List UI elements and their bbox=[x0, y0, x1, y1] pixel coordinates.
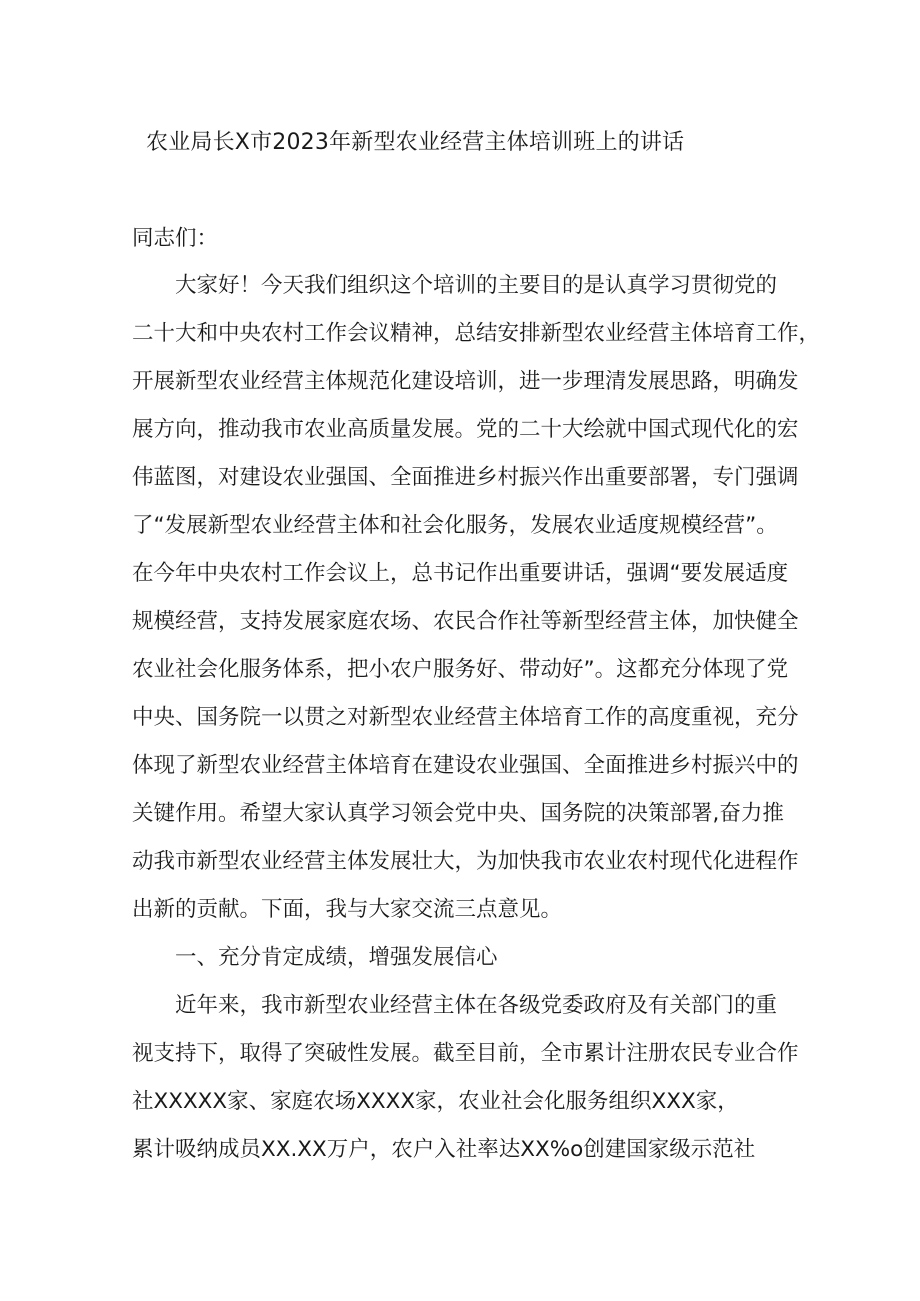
text-line: 中央、国务院一以贯之对新型农业经营主体培育工作的高度重视，充分 bbox=[132, 705, 799, 730]
text-line: 了“发展新型农业经营主体和社会化服务，发展农业适度规模经营”。 bbox=[132, 513, 778, 538]
body-text bbox=[132, 262, 821, 1174]
text-line: 累计吸纳成员XX.XX万户，农户入社率达XX%o创建国家级示范社 bbox=[132, 1137, 756, 1162]
text-line: 近年来，我市新型农业经营主体在各级党委政府及有关部门的重 bbox=[132, 993, 778, 1018]
document-title: 农业局长X市2023年新型农业经营主体培训班上的讲话 bbox=[146, 130, 685, 155]
text-line: 规模经营，支持发展家庭农场、农民合作社等新型经营主体，加快健全 bbox=[132, 609, 799, 634]
section-heading: 一、充分肯定成绩，增强发展信心 bbox=[132, 945, 498, 970]
text-line: 大家好！今天我们组织这个培训的主要目的是认真学习贯彻党的 bbox=[132, 273, 778, 298]
text-line: 在今年中央农村工作会议上，总书记作出重要讲话，强调“要发展适度 bbox=[132, 561, 789, 586]
text-line: 农业社会化服务体系，把小农户服务好、带动好”。这都充分体现了党 bbox=[132, 657, 789, 682]
text-line: 伟蓝图，对建设农业强国、全面推进乡村振兴作出重要部署，专门强调 bbox=[132, 465, 799, 490]
text-line: 开展新型农业经营主体规范化建设培训，进一步理清发展思路，明确发 bbox=[132, 369, 799, 394]
text-line: 动我市新型农业经营主体发展壮大，为加快我市农业农村现代化进程作 bbox=[132, 849, 799, 874]
text-line: 关键作用。希望大家认真学习领会党中央、国务院的决策部署,奋力推 bbox=[132, 801, 784, 826]
text-line: 体现了新型农业经营主体培育在建设农业强国、全面推进乡村振兴中的 bbox=[132, 753, 799, 778]
text-line: 出新的贡献。下面，我与大家交流三点意见。 bbox=[132, 897, 563, 922]
text-line: 社XXXXX家、家庭农场XXXX家，农业社会化服务组织XXX家， bbox=[132, 1089, 739, 1114]
greeting: 同志们： bbox=[132, 226, 219, 251]
text-line: 展方向，推动我市农业高质量发展。党的二十大绘就中国式现代化的宏 bbox=[132, 417, 799, 442]
text-line: 二十大和中央农村工作会议精神，总结安排新型农业经营主体培育工作， bbox=[132, 321, 821, 346]
text-line: 视支持下，取得了突破性发展。截至目前，全市累计注册农民专业合作 bbox=[132, 1041, 799, 1066]
